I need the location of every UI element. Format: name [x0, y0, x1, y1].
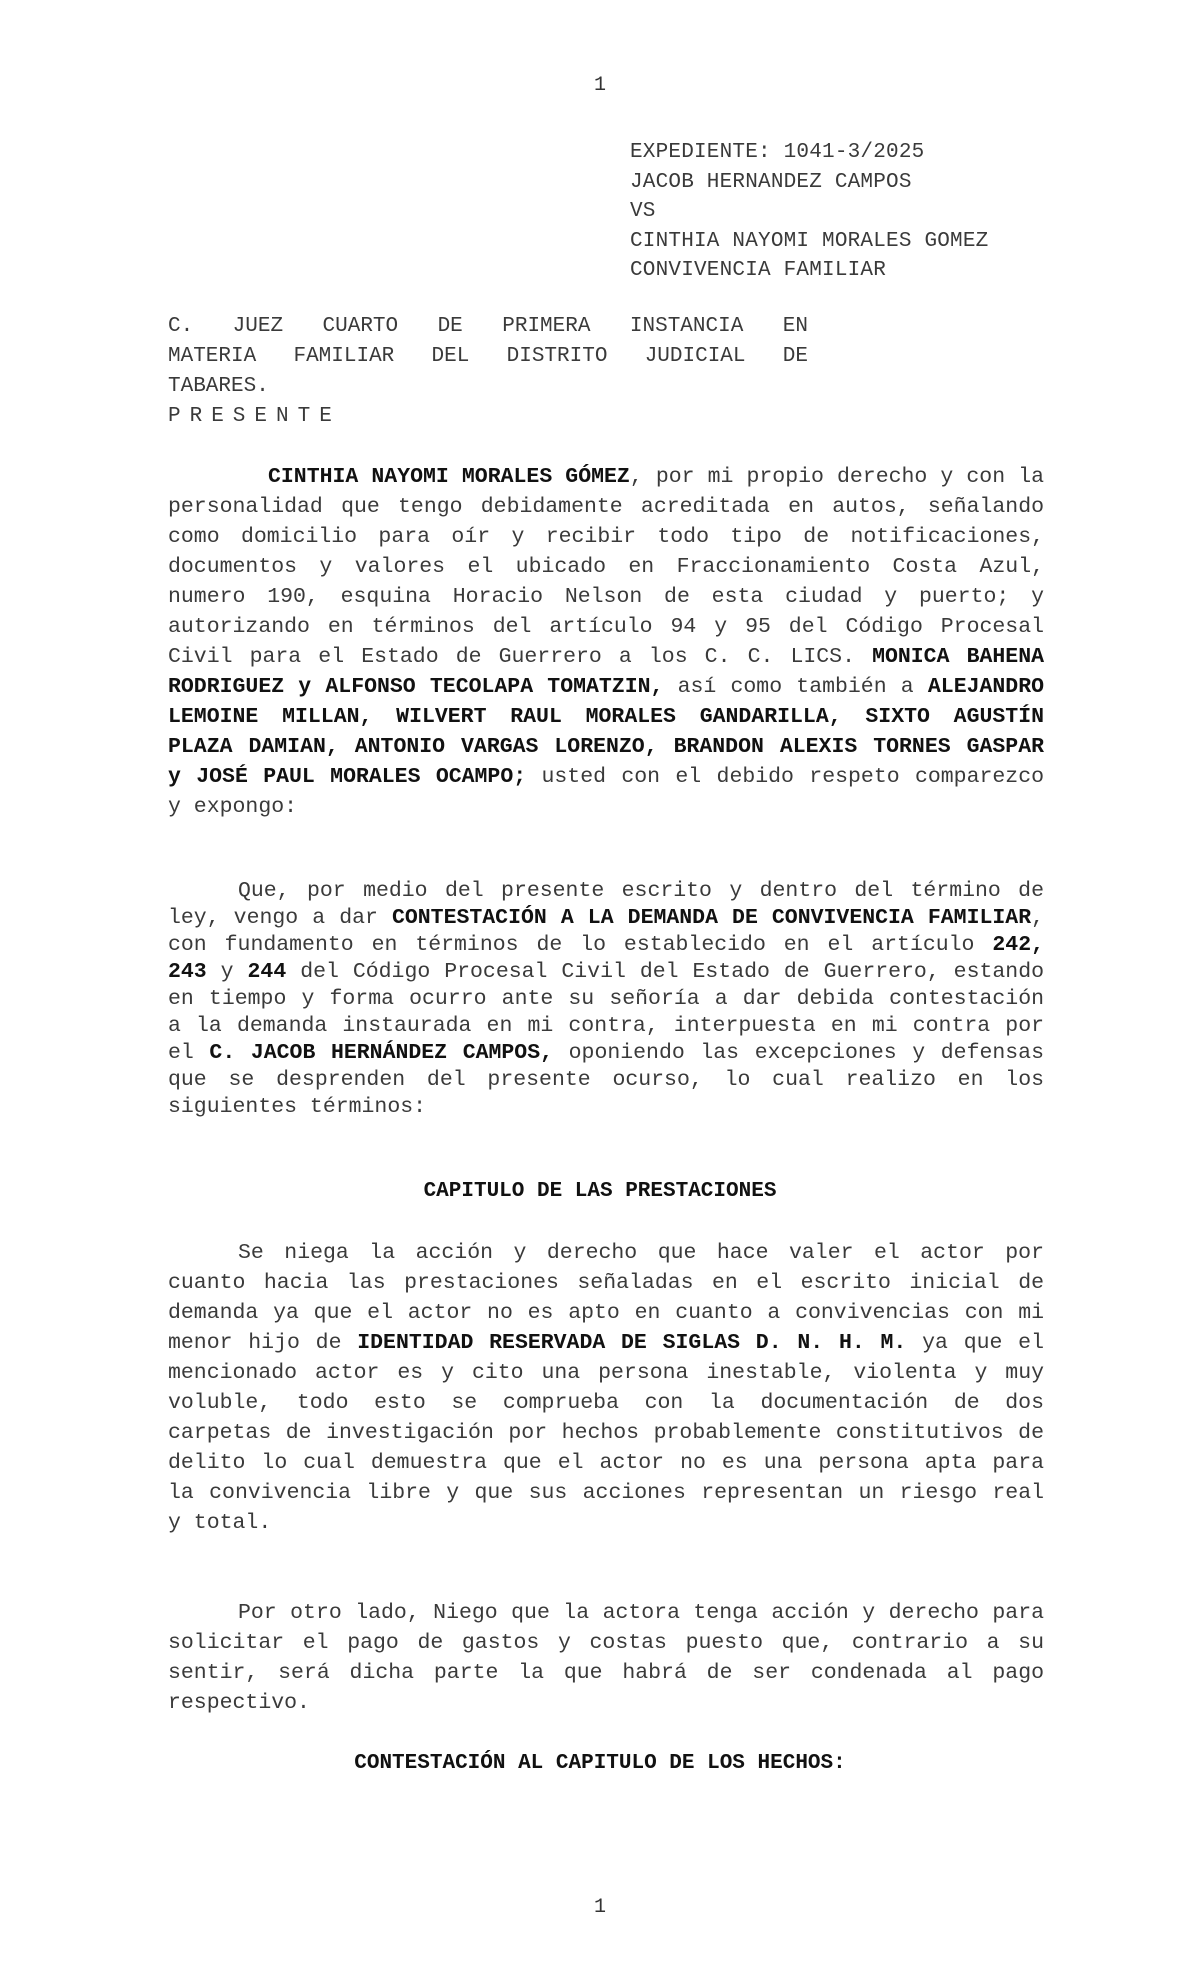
article-numbers: 242, 243 [168, 933, 1044, 984]
addressee-word: DE [437, 315, 463, 338]
case-header [630, 138, 988, 286]
plaintiff-name: JACOB HERNANDEZ CAMPOS [630, 170, 912, 194]
addressee-line-1 [168, 312, 808, 342]
addressee-word: DEL [431, 345, 470, 368]
appearing-party-name: CINTHIA NAYOMI MORALES GÓMEZ [268, 465, 630, 489]
paragraph-text: Por otro lado, Niego que la actora tenga acción y derecho para solicitar el pago de gastos y costas puesto que, contrario a su sentir, será dicha parte la que habrá de ser condenada al pago respectivo. [168, 1601, 1044, 1715]
minor-identity-reference: IDENTIDAD RESERVADA DE SIGLAS D. N. H. M. [357, 1331, 907, 1355]
addressee-line-2 [168, 342, 808, 372]
addressee-line-3: TABARES. [168, 375, 269, 398]
section-heading-hechos: CONTESTACIÓN AL CAPITULO DE LOS HECHOS: [354, 1752, 846, 1775]
addressee-block [168, 312, 808, 432]
addressee-word: PRIMERA [502, 315, 591, 338]
plaintiff-reference: C. JACOB HERNÁNDEZ CAMPOS, [209, 1041, 554, 1065]
addressee-word: C. [168, 315, 194, 338]
article-number: 244 [247, 960, 287, 984]
paragraph-text: del Código Procesal Civil del Estado de Guerrero, estando en tiempo y forma ocurro ante su señoría a dar debida contestación a la demanda instaurada en mi contra, interpuesta en mi contra por el [168, 960, 1044, 1065]
paragraph-text: así como también a [663, 675, 928, 699]
defendant-name: CINTHIA NAYOMI MORALES GOMEZ [630, 229, 989, 253]
addressee-word: INSTANCIA [629, 315, 744, 338]
paragraph-text: oponiendo las excepciones y defensas que se desprenden del presente ocurso, lo cual realizo en los siguientes términos: [168, 1041, 1044, 1119]
section-heading-prestaciones: CAPITULO DE LAS PRESTACIONES [423, 1180, 777, 1203]
case-file-number: EXPEDIENTE: 1041-3/2025 [630, 141, 925, 164]
addressee-word: FAMILIAR [293, 345, 395, 368]
addressee-word: DISTRITO [506, 345, 608, 368]
page-number-bottom: 1 [593, 1896, 606, 1919]
addressee-word: CUARTO [322, 315, 399, 338]
paragraph-text: y [206, 960, 248, 984]
paragraph-text: , con fundamento en términos de lo establecido en el artículo [168, 906, 1045, 957]
authorized-persons: ALEJANDRO LEMOINE MILLAN, WILVERT RAUL MORALES GANDARILLA, SIXTO AGUSTÍN PLAZA DAMIAN, ANTONIO VARGAS LORENZO, BRANDON ALEXIS TORNES GASPAR y JOSÉ PAUL MORALES OCAMPO; [168, 675, 1045, 789]
paragraph-text: , por mi propio derecho y con la personalidad que tengo debidamente acreditada en autos, señalando como domicilio para oír y recibir todo tipo de notificaciones, documentos y valores el ubicado en Fraccionamiento Costa Azul, numero 190, esquina Horacio Nelson de esta ciudad y puerto; y autorizando en términos del artículo 94 y 95 del Código Procesal Civil para el Estado de Guerrero a los C. C. LICS. [168, 465, 1044, 669]
addressee-word: JUDICIAL [644, 345, 746, 368]
paragraph-text: Que, por medio del presente escrito y dentro del término de ley, vengo a dar [168, 879, 1044, 930]
authorized-lawyers: MONICA BAHENA RODRIGUEZ y ALFONSO TECOLAPA TOMATZIN, [168, 645, 1044, 699]
addressee-word: JUEZ [232, 315, 284, 338]
answer-paragraph [168, 878, 1044, 1121]
intro-paragraph [168, 462, 1044, 822]
page-number-top: 1 [593, 74, 606, 97]
case-type: CONVIVENCIA FAMILIAR [630, 259, 887, 282]
paragraph-text: usted con el debido respeto comparezco y expongo: [168, 765, 1044, 819]
addressee-word: MATERIA [168, 345, 257, 368]
addressee-word: DE [782, 345, 808, 368]
paragraph-text: ya que el mencionado actor es y cito una persona inestable, violenta y muy voluble, todo esto se comprueba con la documentación de dos carpetas de investigación por hechos probablemente constitutivos de delito lo cual demuestra que el actor no es una persona apta para la convivencia libre y que sus acciones representan un riesgo real y total. [168, 1331, 1044, 1535]
paragraph-text: Se niega la acción y derecho que hace valer el actor por cuanto hacia las prestaciones señaladas en el escrito inicial de demanda ya que el actor no es apto en cuanto a convivencias con mi menor hijo de [168, 1241, 1044, 1355]
costs-paragraph [168, 1598, 1044, 1718]
answer-title-inline: CONTESTACIÓN A LA DEMANDA DE CONVIVENCIA FAMILIAR [391, 906, 1032, 930]
presente-label: PRESENTE [168, 405, 341, 428]
versus-label: VS [630, 200, 656, 223]
addressee-word: EN [782, 315, 808, 338]
prestaciones-paragraph [168, 1238, 1044, 1538]
